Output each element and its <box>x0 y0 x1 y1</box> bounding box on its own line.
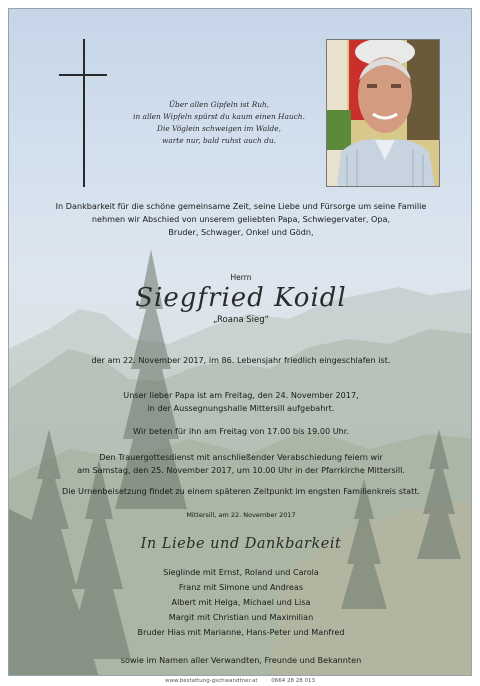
deceased-name: Siegfried Koidl <box>135 283 347 313</box>
cross-icon <box>59 39 109 189</box>
death-notice: der am 22. November 2017, im 86. Lebensjahr friedlich eingeschlafen ist. <box>91 355 391 365</box>
mourner-line: Sieglinde mit Ernst, Roland und Carola <box>163 567 319 577</box>
intro-line: Bruder, Schwager, Onkel und Gödn, <box>168 227 314 237</box>
footer-website[interactable]: www.bestattung-gschwandtner.at <box>164 678 258 684</box>
urn-info: Die Urnenbeisetzung findet zu einem späteren Zeitpunkt im engsten Familienkreis statt. <box>61 486 420 496</box>
place-date: Mittersill, am 22. November 2017 <box>186 511 296 519</box>
viewing-line: in der Aussegnungshalle Mittersill aufgebahrt. <box>147 403 335 413</box>
mourner-line: Albert mit Helga, Michael und Lisa <box>171 597 311 607</box>
title-prefix: Herrn <box>230 273 252 282</box>
obituary-card <box>8 8 472 676</box>
funeral-info <box>9 451 472 477</box>
nickname: „Roana Sieg“ <box>212 315 270 325</box>
mourner-line: Bruder Hias mit Marianne, Hans-Peter und Manfred <box>137 627 345 637</box>
mourner-line: Margit mit Christian und Maximilian <box>168 612 314 622</box>
closing-title: In Liebe und Dankbarkeit <box>140 536 342 552</box>
viewing-info <box>9 389 472 415</box>
relatives-line: sowie im Namen aller Verwandten, Freunde und Bekannten <box>120 655 362 665</box>
prayer-info: Wir beten für ihn am Freitag von 17.00 bis 19.00 Uhr. <box>133 426 349 436</box>
intro-line: In Dankbarkeit für die schöne gemeinsame Zeit, seine Liebe und Fürsorge um seine Familie <box>55 201 427 211</box>
intro-text <box>9 200 472 239</box>
mourners-list <box>9 565 472 640</box>
funeral-line: Den Trauergottesdienst mit anschließender Verabschiedung feiern wir <box>99 452 383 462</box>
poem-line: warte nur, bald ruhst auch du. <box>162 136 276 145</box>
funeral-line: am Samstag, den 25. November 2017, um 10.00 Uhr in der Pfarrkirche Mittersill. <box>77 465 405 475</box>
poem <box>119 99 319 147</box>
portrait-photo <box>326 39 440 187</box>
intro-line: nehmen wir Abschied von unserem geliebten Papa, Schwiegervater, Opa, <box>91 214 391 224</box>
mourner-line: Franz mit Simone und Andreas <box>178 582 304 592</box>
viewing-line: Unser lieber Papa ist am Freitag, den 24. November 2017, <box>123 390 359 400</box>
poem-line: in allen Wipfeln spürst du kaum einen Hauch. <box>133 112 305 121</box>
footer <box>0 676 480 686</box>
poem-line: Über allen Gipfeln ist Ruh, <box>168 100 270 109</box>
poem-line: Die Vöglein schweigen im Walde, <box>157 124 281 133</box>
footer-phone: 0664 28 28 013 <box>271 678 316 684</box>
